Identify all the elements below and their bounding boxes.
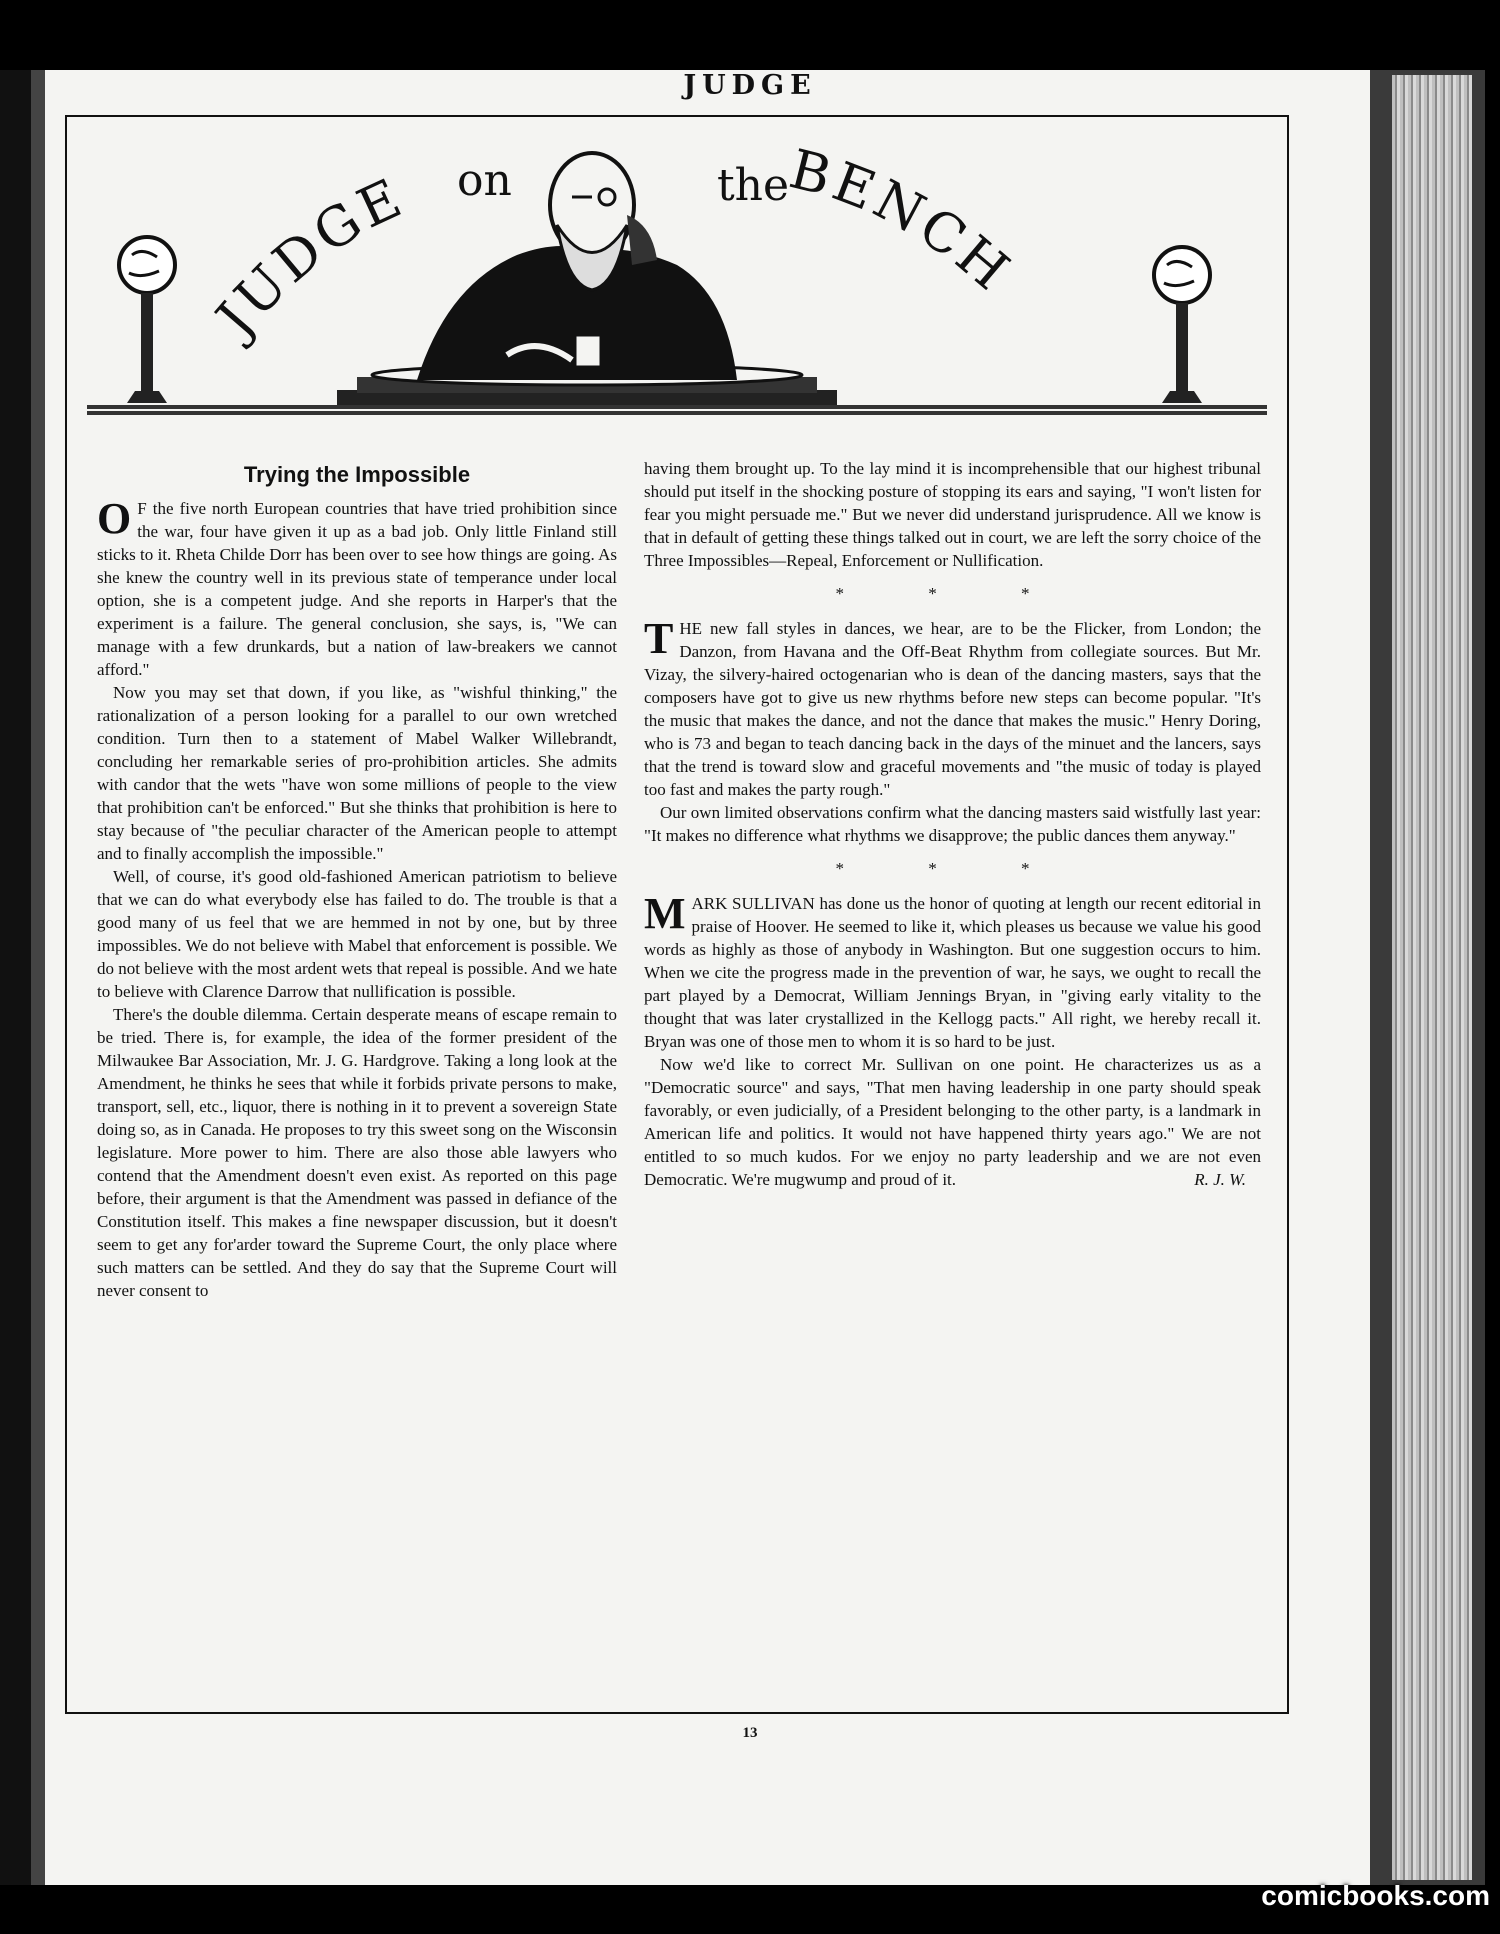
lamp-right-icon [1154, 247, 1210, 403]
watermark: comicbooks.com [1261, 1880, 1490, 1911]
banner-word-on: on [457, 155, 512, 206]
paragraph-continued: having them brought up. To the lay mind it is incomprehensible that our highest tribunal should put itself in the shocking posture of stopping its ears and saying, "I won't listen for fear you might persuade me." But we never did understand jurisprudence. All we know is that in default of getting these things talked out in court, we are left the sorry choice of the Three Impossibles—Repeal, Enforcement or Nullification. [644, 459, 1261, 570]
paragraph: Now you may set that down, if you like, as "wishful thinking," the rationalization of a person looking for a parallel to our own wretched condition. Turn then to a statement of Mabel Walker Willebrandt, concluding her remarkable series of pro-prohibition articles. She admits with candor that the wets "have won some millions of people to the view that prohibition can't be enforced." But she thinks that prohibition is here to stay because of "the peculiar character of the American people to attempt and to finally accomplish the impossible." [97, 683, 617, 863]
banner-title-left: JUDGE [204, 165, 414, 349]
paragraph [644, 614, 1261, 801]
drop-cap: M [644, 889, 686, 938]
right-column [644, 457, 1261, 1191]
paragraph [644, 1053, 1261, 1191]
paragraph [97, 494, 617, 681]
paragraph-text: new fall styles in dances, we hear, are to be the Flicker, from London; the Danzon, from Havana and the Off-Beat Rhythm from collegiate sources. But Mr. Vizay, the silvery-haired octogenarian who is dean of the dancing masters, says that the composers have got to give us new rhythms before new steps can become popular. "It's the music that makes the dance, and not the dance that makes the music." Henry Doring, who is 73 and began to teach dancing back in the days of the minuet and the lancers, says that the trend is toward slow and graceful movements and "the music of today is played too fast and makes the party rough." [644, 619, 1261, 799]
drop-cap: T [644, 614, 674, 663]
banner-illustration [87, 125, 1267, 425]
drop-cap: O [97, 494, 132, 543]
lead-smallcaps: HE [679, 619, 703, 638]
lead-smallcaps: ARK SULLIVAN [691, 894, 815, 913]
banner-word-the: the [717, 160, 790, 211]
page-edges [1392, 75, 1472, 1880]
article-title: Trying the Impossible [243, 462, 471, 487]
banner-title-right: BENCH [783, 137, 1024, 305]
paragraph [644, 889, 1261, 1053]
svg-text:BENCH [784, 137, 1024, 304]
author-signature: R. J. W. [1194, 1170, 1246, 1189]
section-divider: * * * [835, 859, 1070, 878]
paragraph-text: has done us the honor of quoting at length our recent editorial in praise of Hoover. He seemed to like it, which pleases us because we value his good words as highly as those of anybody in Washington. But one suggestion occurs to him. When we cite the progress made in the prevention of war, he says, we ought to recall the part played by a Democrat, William Jennings Bryan, in "giving early vitality to the thought that was later crystallized in the Kellogg pacts." All right, we hereby recall it. Bryan was one of those men to whom it is so hard to be just. [644, 894, 1261, 1051]
paragraph: There's the double dilemma. Certain desperate means of escape remain to be tried. There is, for example, the idea of the former president of the Milwaukee Bar Association, Mr. J. G. Hardgrove. Taking a long look at the Amendment, he thinks he sees that while it forbids private persons to make, transport, sell, etc., liquor, there is nothing in it to prevent a sovereign State doing so, as in Canada. He proposes to try this sweet song on the Wisconsin legislature. More power to him. There are also those able lawyers who contend that the Amendment doesn't even exist. As reported on this page before, their argument is that the Amendment was passed in defiance of the Constitution itself. This makes a fine newspaper discussion, but it doesn't seem to get any for'arder toward the Supreme Court, the only place where such matters can be settled. And they do say that the Supreme Court will never consent to [97, 1005, 617, 1300]
paragraph-text: F the five north European countries that have tried prohibition since the war, four have given it up as a bad job. Only little Finland still sticks to it. Rheta Childe Dorr has been over to see how things are going. As she knew the country well in its previous state of temperance under local option, she is a competent judge. And she reports in Harper's that the experiment is a failure. The general conclusion, she says, is, "We can manage with a few drunkards, but a nation of law-breakers we cannot afford." [97, 499, 617, 679]
svg-text:JUDGE [201, 165, 414, 352]
left-column [97, 494, 617, 1302]
masthead: JUDGE [683, 70, 817, 101]
paragraph: Our own limited observations confirm what the dancing masters said wistfully last year: "It makes no difference what rhythms we disapprove; the public dances them anyway." [644, 803, 1261, 845]
book-spine-left [0, 70, 45, 1885]
paragraph: Well, of course, it's good old-fashioned American patriotism to believe that we can do what everybody else has failed to do. The trouble is that a good many of us feel that we are hemmed in not by one, but by three impossibles. We do not believe with Mabel that enforcement is possible. We do not believe with the most ardent wets that repeal is possible. And we hate to believe with Clarence Darrow that nullification is possible. [97, 867, 617, 1001]
paragraph-text: Now we'd like to correct Mr. Sullivan on one point. He characterizes us as a "Democratic source" and says, "That men having leadership in one party should speak favorably, or even judicially, of a President belonging to the other party, is a landmark in American life and politics. It would not have happened thirty years ago." We are not entitled to so much kudos. For we enjoy no party leadership and we are not even Democratic. We're mugwump and proud of it. [644, 1055, 1261, 1189]
section-divider: * * * [835, 584, 1070, 603]
page-number: 13 [742, 1725, 758, 1741]
lamp-left-icon [119, 237, 175, 403]
article-frame [65, 115, 1289, 1714]
